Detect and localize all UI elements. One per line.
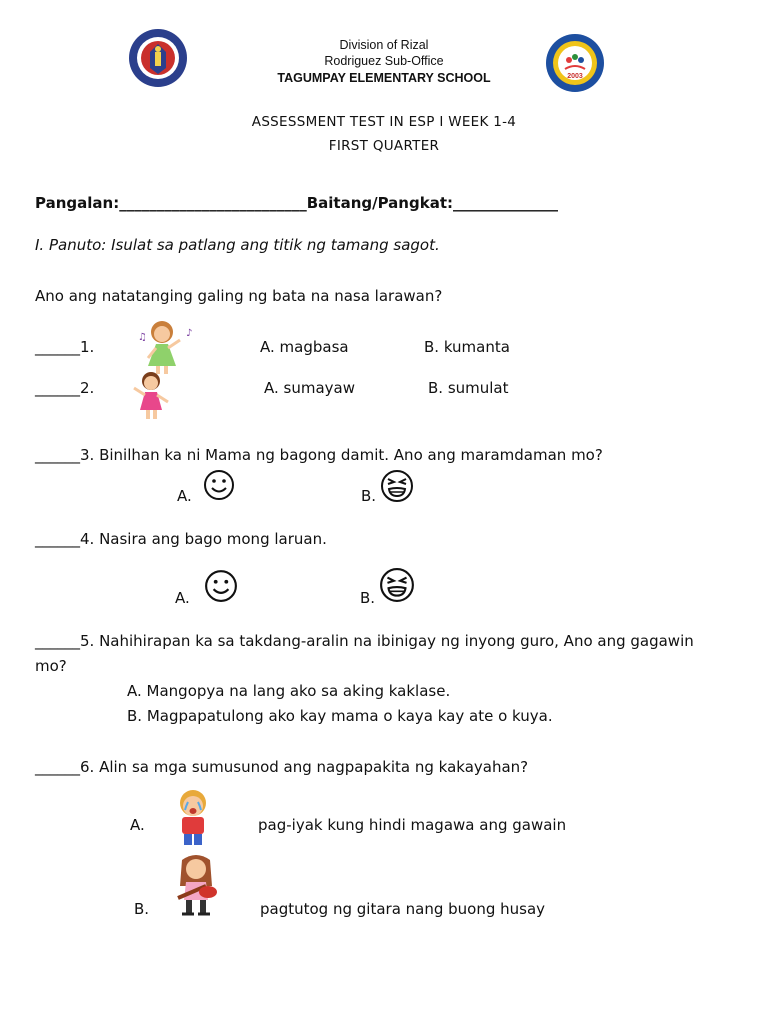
question-4 bbox=[35, 530, 327, 548]
answer-blank-4[interactable]: ______ bbox=[35, 530, 80, 548]
q2-option-a: A. sumayaw bbox=[264, 379, 355, 397]
q5-option-b: B. Magpapatulong ako kay mama o kaya kay ate o kuya. bbox=[127, 707, 553, 725]
q1-option-b: B. kumanta bbox=[424, 338, 510, 356]
question-5 bbox=[35, 632, 694, 650]
girl-dancing-icon bbox=[126, 370, 176, 420]
answer-blank-5[interactable]: ______ bbox=[35, 632, 80, 650]
answer-blank-2[interactable]: ______2. bbox=[35, 379, 95, 397]
q3-option-b: B. bbox=[361, 487, 377, 505]
name-blank[interactable]: _________________________ bbox=[119, 194, 307, 212]
q6-option-a-text: pag-iyak kung hindi magawa ang gawain bbox=[258, 816, 567, 834]
q2-option-b: B. sumulat bbox=[428, 379, 509, 397]
svg-text:♪: ♪ bbox=[186, 328, 193, 339]
crying-face-icon bbox=[379, 567, 415, 603]
division-name: Division of Rizal bbox=[339, 38, 429, 52]
q4-option-b: B. bbox=[360, 589, 376, 607]
name-grade-line bbox=[35, 194, 558, 212]
smiley-icon bbox=[204, 569, 238, 603]
q6-option-b-text: pagtutog ng gitara nang buong husay bbox=[260, 900, 546, 918]
grade-label: Baitang/Pangkat: bbox=[306, 194, 453, 212]
answer-blank-1[interactable]: ______1. bbox=[35, 338, 95, 356]
school-name: TAGUMPAY ELEMENTARY SCHOOL bbox=[277, 71, 491, 85]
question-6-text: 6. Alin sa mga sumusunod ang nagpapakita ng kakayahan? bbox=[80, 758, 529, 776]
question-5-text-cont: mo? bbox=[35, 657, 67, 675]
answer-blank-3[interactable]: ______ bbox=[35, 446, 80, 464]
question-4-text: 4. Nasira ang bago mong laruan. bbox=[80, 530, 327, 548]
grade-blank[interactable]: ______________ bbox=[452, 194, 558, 212]
question-6 bbox=[35, 758, 528, 776]
quarter-title: FIRST QUARTER bbox=[328, 138, 440, 154]
question-5-text: 5. Nahihirapan ka sa takdang-aralin na ibinigay ng inyong guro, Ano ang gagawin bbox=[80, 632, 694, 650]
girl-guitar-icon bbox=[164, 852, 228, 918]
q1-option-a: A. magbasa bbox=[260, 338, 349, 356]
name-label: Pangalan: bbox=[35, 194, 120, 212]
smiley-icon bbox=[203, 469, 235, 501]
crying-boy-icon bbox=[168, 788, 218, 846]
school-seal-year: 2003 bbox=[567, 73, 583, 80]
question-3-text: 3. Binilhan ka ni Mama ng bagong damit. Ano ang maramdaman mo? bbox=[80, 446, 603, 464]
q5-option-a: A. Mangopya na lang ako sa aking kaklase. bbox=[127, 682, 451, 700]
q4-option-a: A. bbox=[175, 589, 190, 607]
crying-face-icon bbox=[380, 469, 414, 503]
question-intro: Ano ang natatanging galing ng bata na nasa larawan? bbox=[35, 287, 443, 305]
answer-blank-6[interactable]: ______ bbox=[35, 758, 80, 776]
suboffice-name: Rodriguez Sub-Office bbox=[324, 54, 444, 68]
svg-text:♫: ♫ bbox=[138, 332, 147, 343]
q6-option-b: B. bbox=[134, 900, 150, 918]
question-3 bbox=[35, 446, 603, 464]
q3-option-a: A. bbox=[177, 487, 192, 505]
instructions: I. Panuto: Isulat sa patlang ang titik ng tamang sagot. bbox=[35, 236, 440, 254]
test-title: ASSESSMENT TEST IN ESP I WEEK 1-4 bbox=[251, 114, 517, 130]
q6-option-a: A. bbox=[130, 816, 145, 834]
girl-singing-icon bbox=[130, 318, 200, 376]
